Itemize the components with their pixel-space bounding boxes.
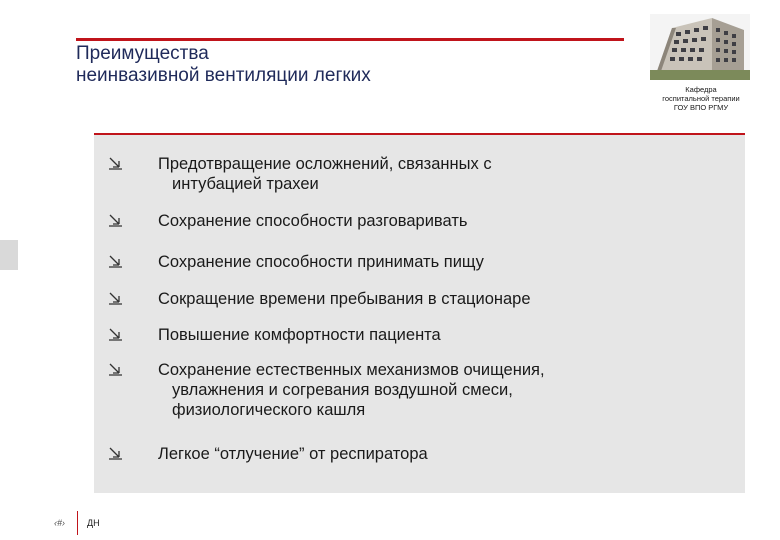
logo-caption bbox=[646, 85, 756, 112]
item-line: увлажнения и согревания воздушной смеси, bbox=[172, 381, 513, 399]
list-item-text bbox=[158, 444, 698, 464]
logo-caption-line: госпитальной терапии bbox=[662, 94, 740, 103]
logo-caption-line: ГОУ ВПО РГМУ bbox=[673, 103, 729, 112]
title-rule bbox=[76, 38, 624, 41]
item-line: Предотвращение осложнений, связанных с bbox=[158, 155, 492, 173]
item-line: интубацией трахеи bbox=[172, 175, 319, 193]
title-line-2: неинвазивной вентиляции легких bbox=[76, 65, 371, 86]
benefits-panel bbox=[94, 133, 745, 493]
pencil-arrow-icon bbox=[108, 156, 124, 172]
pencil-arrow-icon bbox=[108, 446, 124, 462]
side-marker bbox=[0, 240, 18, 270]
logo-caption-line: Кафедра bbox=[685, 85, 717, 94]
list-item-text bbox=[158, 289, 698, 309]
item-line: Сохранение способности принимать пищу bbox=[158, 253, 484, 271]
item-line: Сокращение времени пребывания в стационаре bbox=[158, 290, 531, 308]
list-item-text bbox=[158, 360, 698, 420]
item-line: Сохранение способности разговаривать bbox=[158, 212, 468, 230]
slide-title bbox=[76, 43, 596, 87]
pencil-arrow-icon bbox=[108, 291, 124, 307]
building-photo-icon bbox=[650, 14, 750, 80]
footer-divider bbox=[77, 511, 78, 535]
pencil-arrow-icon bbox=[108, 362, 124, 378]
item-line: физиологического кашля bbox=[172, 401, 366, 419]
list-item-text bbox=[158, 252, 698, 272]
footer-label: ДН bbox=[87, 518, 100, 528]
item-line: Легкое “отлучение” от респиратора bbox=[158, 445, 428, 463]
list-item-text bbox=[158, 325, 698, 345]
list-item-text bbox=[158, 154, 698, 194]
item-line: Повышение комфортности пациента bbox=[158, 326, 441, 344]
pencil-arrow-icon bbox=[108, 327, 124, 343]
page-number: ‹#› bbox=[54, 518, 65, 528]
pencil-arrow-icon bbox=[108, 213, 124, 229]
list-item-text bbox=[158, 211, 698, 231]
title-line-1: Преимущества bbox=[76, 43, 209, 64]
pencil-arrow-icon bbox=[108, 254, 124, 270]
item-line: Сохранение естественных механизмов очищения, bbox=[158, 361, 545, 379]
